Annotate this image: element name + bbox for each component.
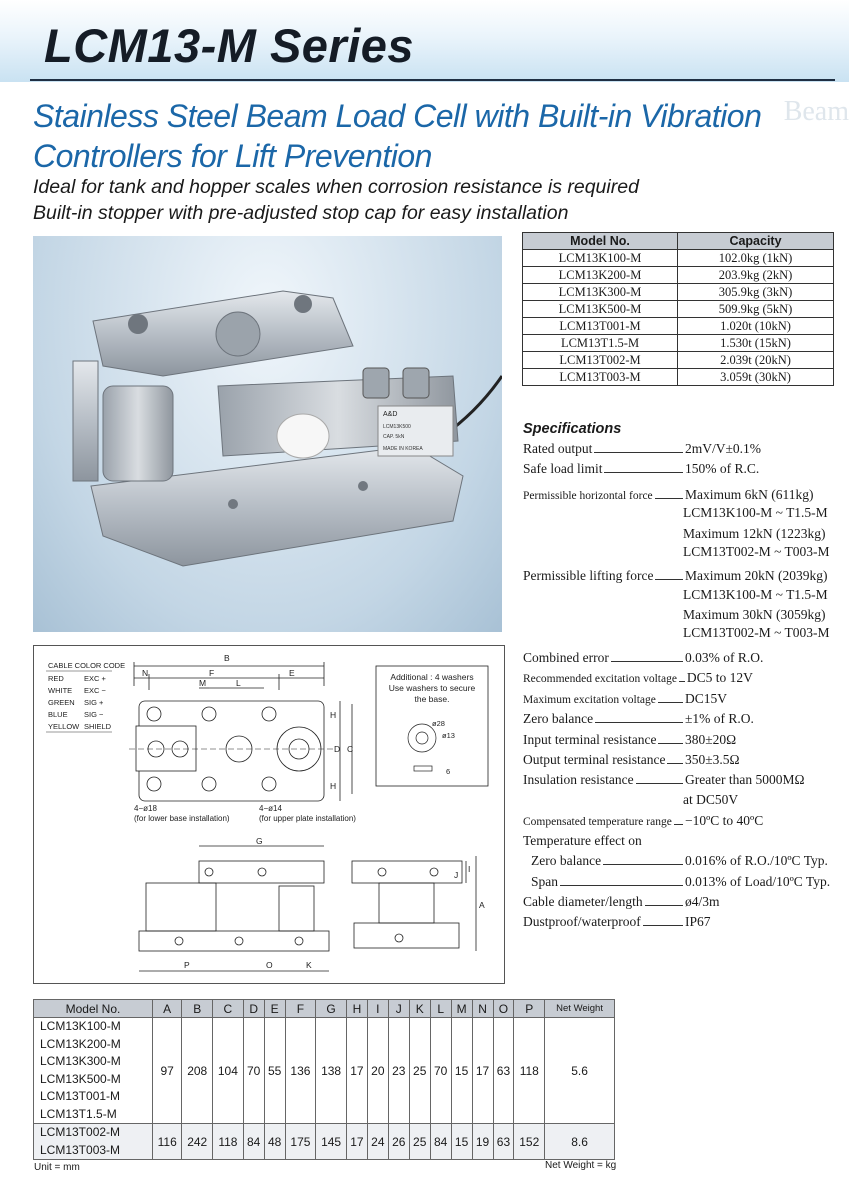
technical-drawing [33, 645, 505, 984]
subtitle-line-1: Stainless Steel Beam Load Cell with Built-in Vibration [33, 98, 762, 134]
dimension-cell: 55 [264, 1018, 285, 1124]
dimension-cell: 70 [243, 1018, 264, 1124]
capacity-cell: 509.9kg (5kN) [678, 301, 834, 318]
unit-note: Unit = mm [34, 1162, 80, 1173]
column-header: Model No. [34, 1000, 153, 1018]
spec-label: Rated output [523, 441, 593, 456]
spec-horizontal-force [523, 487, 843, 503]
spec-value: DC15V [685, 691, 728, 706]
spec-insulation [523, 772, 843, 788]
spec-zero-balance [523, 711, 843, 727]
washer-note-line: the base. [414, 694, 450, 704]
spec-value: −10ºC to 40ºC [685, 813, 764, 828]
spec-label: Cable diameter/length [523, 894, 643, 909]
net-weight-note: Net Weight = kg [545, 1160, 617, 1171]
dimension-cell: 136 [285, 1018, 316, 1124]
spec-label: Recommended excitation voltage [523, 673, 677, 685]
brand-logo: A&D [383, 411, 398, 418]
dimension-cell: 25 [409, 1124, 430, 1160]
dimension-cell: 17 [346, 1124, 367, 1160]
dim-label-d: D [334, 744, 341, 754]
spec-label: Zero balance [531, 853, 602, 868]
capacity-cell: 1.530t (15kN) [678, 335, 834, 352]
dimension-cell: 118 [213, 1124, 244, 1160]
spec-label: Compensated temperature range [523, 816, 672, 828]
column-header: E [264, 1000, 285, 1018]
column-header: C [213, 1000, 244, 1018]
spec-label: Insulation resistance [523, 772, 634, 787]
plate-model: LCM13K500 [383, 424, 411, 430]
spec-value: ±1% of R.O. [685, 711, 754, 726]
capacity-cell: 2.039t (20kN) [678, 352, 834, 369]
capacity-cell: 3.059t (30kN) [678, 369, 834, 386]
table-row [523, 267, 834, 284]
model-cell: LCM13T003-M [523, 369, 678, 386]
table-row [523, 301, 834, 318]
model-cell: LCM13K500-M [523, 301, 678, 318]
column-header: D [243, 1000, 264, 1018]
hole-upper-size: 4−ø14 [259, 804, 282, 813]
dimension-cell: 104 [213, 1018, 244, 1124]
dimension-cell: 70 [430, 1018, 451, 1124]
column-header: G [316, 1000, 347, 1018]
spec-label: Safe load limit [523, 461, 603, 476]
model-cell: LCM13K100-M [523, 250, 678, 267]
capacity-header-row [523, 233, 834, 250]
spec-value: ø4/3m [685, 894, 720, 909]
spec-input-resistance [523, 732, 843, 748]
subtitle-line-2: Controllers for Lift Prevention [33, 138, 432, 174]
dim-label-k: K [306, 960, 312, 970]
cable-color: BLUE [48, 710, 68, 719]
dimension-cell: 118 [514, 1018, 545, 1124]
dimension-cell: 97 [153, 1018, 182, 1124]
spec-value: Maximum 6kN (611kg) [685, 487, 814, 502]
cable-signal: SIG + [84, 698, 104, 707]
model-name: LCM13K500-M [40, 1071, 121, 1086]
spec-value-continued: LCM13K100-M ~ T1.5-M [683, 587, 828, 602]
column-header: K [409, 1000, 430, 1018]
hole-upper-note: (for upper plate installation) [259, 814, 356, 823]
table-row [34, 1018, 615, 1124]
dim-label-a: A [479, 900, 485, 910]
washer-note-line: Additional : 4 washers [390, 672, 474, 682]
dim-label-p: P [184, 960, 190, 970]
spec-label: Permissible horizontal force [523, 490, 653, 502]
capacity-table [522, 232, 834, 386]
product-subtitle [33, 96, 773, 176]
spec-value: 0.016% of R.O./10ºC Typ. [685, 853, 828, 868]
dimension-table [33, 999, 615, 1160]
table-row [523, 318, 834, 335]
capacity-cell: 1.020t (10kN) [678, 318, 834, 335]
washer-thickness: 6 [446, 767, 451, 776]
hole-lower-size: 4−ø18 [134, 804, 157, 813]
dimension-cell: 145 [316, 1124, 347, 1160]
model-cell: LCM13T1.5-M [523, 335, 678, 352]
dim-label-f: F [209, 668, 215, 678]
dimension-cell: 63 [493, 1018, 514, 1124]
model-cell: LCM13T002-M [523, 352, 678, 369]
specifications-heading: Specifications [523, 421, 622, 437]
model-list-cell [34, 1124, 153, 1160]
hole-lower-note: (for lower base installation) [134, 814, 230, 823]
column-header: J [388, 1000, 409, 1018]
cable-color: WHITE [48, 686, 73, 695]
dimension-cell: 15 [451, 1124, 472, 1160]
dimension-cell: 26 [388, 1124, 409, 1160]
spec-recommended-excitation [523, 670, 843, 686]
spec-value: 380±20Ω [685, 732, 737, 747]
capacity-cell: 305.9kg (3kN) [678, 284, 834, 301]
spec-label: Temperature effect on [523, 833, 642, 848]
dimension-cell: 175 [285, 1124, 316, 1160]
column-header: N [472, 1000, 493, 1018]
column-header: A [153, 1000, 182, 1018]
washer-outer-dia: ø28 [432, 719, 445, 728]
dim-label-e: E [289, 668, 295, 678]
spec-label: Input terminal resistance [523, 732, 657, 747]
dim-label-h: H [330, 710, 337, 720]
net-weight-cell: 8.6 [545, 1124, 615, 1160]
dimension-cell: 48 [264, 1124, 285, 1160]
dim-label-h2: H [330, 781, 337, 791]
table-row [523, 250, 834, 267]
spec-value-continued: LCM13T002-M ~ T003-M [683, 544, 830, 559]
spec-temp-effect [523, 833, 843, 849]
dim-label-l: L [236, 678, 241, 688]
spec-value-continued: LCM13T002-M ~ T003-M [683, 625, 830, 640]
spec-value: IP67 [685, 914, 711, 929]
dim-label-o: O [266, 960, 273, 970]
net-weight-cell: 5.6 [545, 1018, 615, 1124]
cable-signal: EXC + [84, 674, 106, 683]
dim-label-m: M [199, 678, 207, 688]
feature-item: Ideal for tank and hopper scales when corrosion resistance is required [33, 176, 639, 198]
dimension-cell: 84 [430, 1124, 451, 1160]
model-name: LCM13T001-M [40, 1089, 121, 1103]
table-row [523, 352, 834, 369]
spec-rated-output [523, 441, 843, 457]
model-cell: LCM13T001-M [523, 318, 678, 335]
dimension-cell: 24 [367, 1124, 388, 1160]
column-header: M [451, 1000, 472, 1018]
column-header: P [514, 1000, 545, 1018]
table-row [523, 284, 834, 301]
cable-color: YELLOW [48, 722, 80, 731]
spec-label: Dustproof/waterproof [523, 914, 641, 929]
feature-item: Built-in stopper with pre-adjusted stop cap for easy installation [33, 202, 569, 224]
dim-label-b: B [224, 653, 230, 663]
dim-label-n: N [142, 668, 149, 678]
dim-label-c: C [347, 744, 354, 754]
spec-label: Maximum excitation voltage [523, 694, 656, 706]
model-name: LCM13T003-M [40, 1142, 121, 1157]
spec-value: 2mV/V±0.1% [685, 441, 762, 456]
spec-value: 150% of R.C. [685, 461, 760, 476]
column-header-capacity: Capacity [678, 233, 834, 250]
spec-value-continued: Maximum 12kN (1223kg) [683, 526, 826, 541]
model-name: LCM13T1.5-M [40, 1106, 117, 1121]
plate-origin: MADE IN KOREA [383, 446, 423, 452]
page-title: LCM13-M Series [44, 19, 415, 72]
column-header: H [346, 1000, 367, 1018]
spec-value-continued: Maximum 30kN (3059kg) [683, 607, 826, 622]
dimension-cell: 17 [346, 1018, 367, 1124]
spec-value-continued: LCM13K100-M ~ T1.5-M [683, 505, 828, 520]
dimension-cell: 25 [409, 1018, 430, 1124]
model-cell: LCM13K200-M [523, 267, 678, 284]
dimension-cell: 84 [243, 1124, 264, 1160]
spec-output-resistance [523, 752, 843, 768]
model-name: LCM13K200-M [40, 1036, 121, 1051]
column-header: Net Weight [545, 1000, 615, 1018]
spec-combined-error [523, 650, 843, 666]
spec-compensated-temp [523, 813, 843, 829]
spec-lifting-force [523, 568, 843, 584]
dim-label-j: J [454, 870, 459, 880]
washer-inner-dia: ø13 [442, 731, 455, 740]
column-header: L [430, 1000, 451, 1018]
cable-signal: SHIELD [84, 722, 112, 731]
cable-signal: SIG − [84, 710, 104, 719]
capacity-cell: 203.9kg (2kN) [678, 267, 834, 284]
dimension-cell: 19 [472, 1124, 493, 1160]
dimension-cell: 63 [493, 1124, 514, 1160]
spec-temp-span [523, 874, 843, 890]
dimension-cell: 138 [316, 1018, 347, 1124]
table-row [523, 335, 834, 352]
dim-label-i: I [468, 864, 471, 874]
model-list-cell [34, 1018, 153, 1124]
spec-label: Output terminal resistance [523, 752, 666, 767]
table-row [34, 1124, 615, 1160]
dimension-drawing [34, 646, 504, 983]
spec-value: 0.013% of Load/10ºC Typ. [685, 874, 831, 889]
dimension-header-row [34, 1000, 615, 1018]
model-name: LCM13K300-M [40, 1054, 121, 1068]
column-header-model: Model No. [523, 233, 678, 250]
dimension-cell: 242 [182, 1124, 213, 1160]
spec-value: DC5 to 12V [686, 670, 753, 685]
dimension-cell: 116 [153, 1124, 182, 1160]
spec-label: Permissible lifting force [523, 568, 654, 583]
column-header: I [367, 1000, 388, 1018]
column-header: O [493, 1000, 514, 1018]
model-cell: LCM13K300-M [523, 284, 678, 301]
dimension-cell: 20 [367, 1018, 388, 1124]
spec-label: Combined error [523, 650, 609, 665]
model-name: LCM13T002-M [40, 1125, 121, 1139]
header-rule [30, 79, 835, 81]
cable-color: RED [48, 674, 64, 683]
spec-value: Greater than 5000MΩ [685, 772, 805, 787]
washer-note-line: Use washers to secure [388, 683, 476, 693]
load-cell-illustration [33, 236, 502, 632]
cable-code-title: CABLE COLOR CODE [48, 661, 126, 670]
product-photo [33, 236, 502, 632]
spec-label: Span [531, 874, 558, 889]
dimension-cell: 208 [182, 1018, 213, 1124]
spec-label: Zero balance [523, 711, 594, 726]
spec-max-excitation [523, 691, 843, 707]
capacity-cell: 102.0kg (1kN) [678, 250, 834, 267]
dimension-cell: 17 [472, 1018, 493, 1124]
spec-temp-zero [523, 853, 843, 869]
column-header: F [285, 1000, 316, 1018]
plate-capacity: CAP. 5kN [383, 434, 405, 440]
cable-signal: EXC − [84, 686, 106, 695]
feature-list [33, 174, 639, 226]
model-name: LCM13K100-M [40, 1019, 121, 1033]
column-header: B [182, 1000, 213, 1018]
spec-safe-load [523, 461, 843, 477]
dim-label-g: G [256, 836, 263, 846]
table-row [523, 369, 834, 386]
dimension-cell: 152 [514, 1124, 545, 1160]
dimension-cell: 15 [451, 1018, 472, 1124]
spec-cable [523, 894, 843, 910]
cable-color: GREEN [48, 698, 75, 707]
background-watermark: Beam [783, 96, 849, 127]
spec-ip-rating [523, 914, 843, 930]
spec-value: 0.03% of R.O. [685, 650, 764, 665]
dimension-cell: 23 [388, 1018, 409, 1124]
spec-value-continued: at DC50V [683, 792, 739, 807]
spec-value: Maximum 20kN (2039kg) [685, 568, 828, 583]
spec-value: 350±3.5Ω [685, 752, 740, 767]
